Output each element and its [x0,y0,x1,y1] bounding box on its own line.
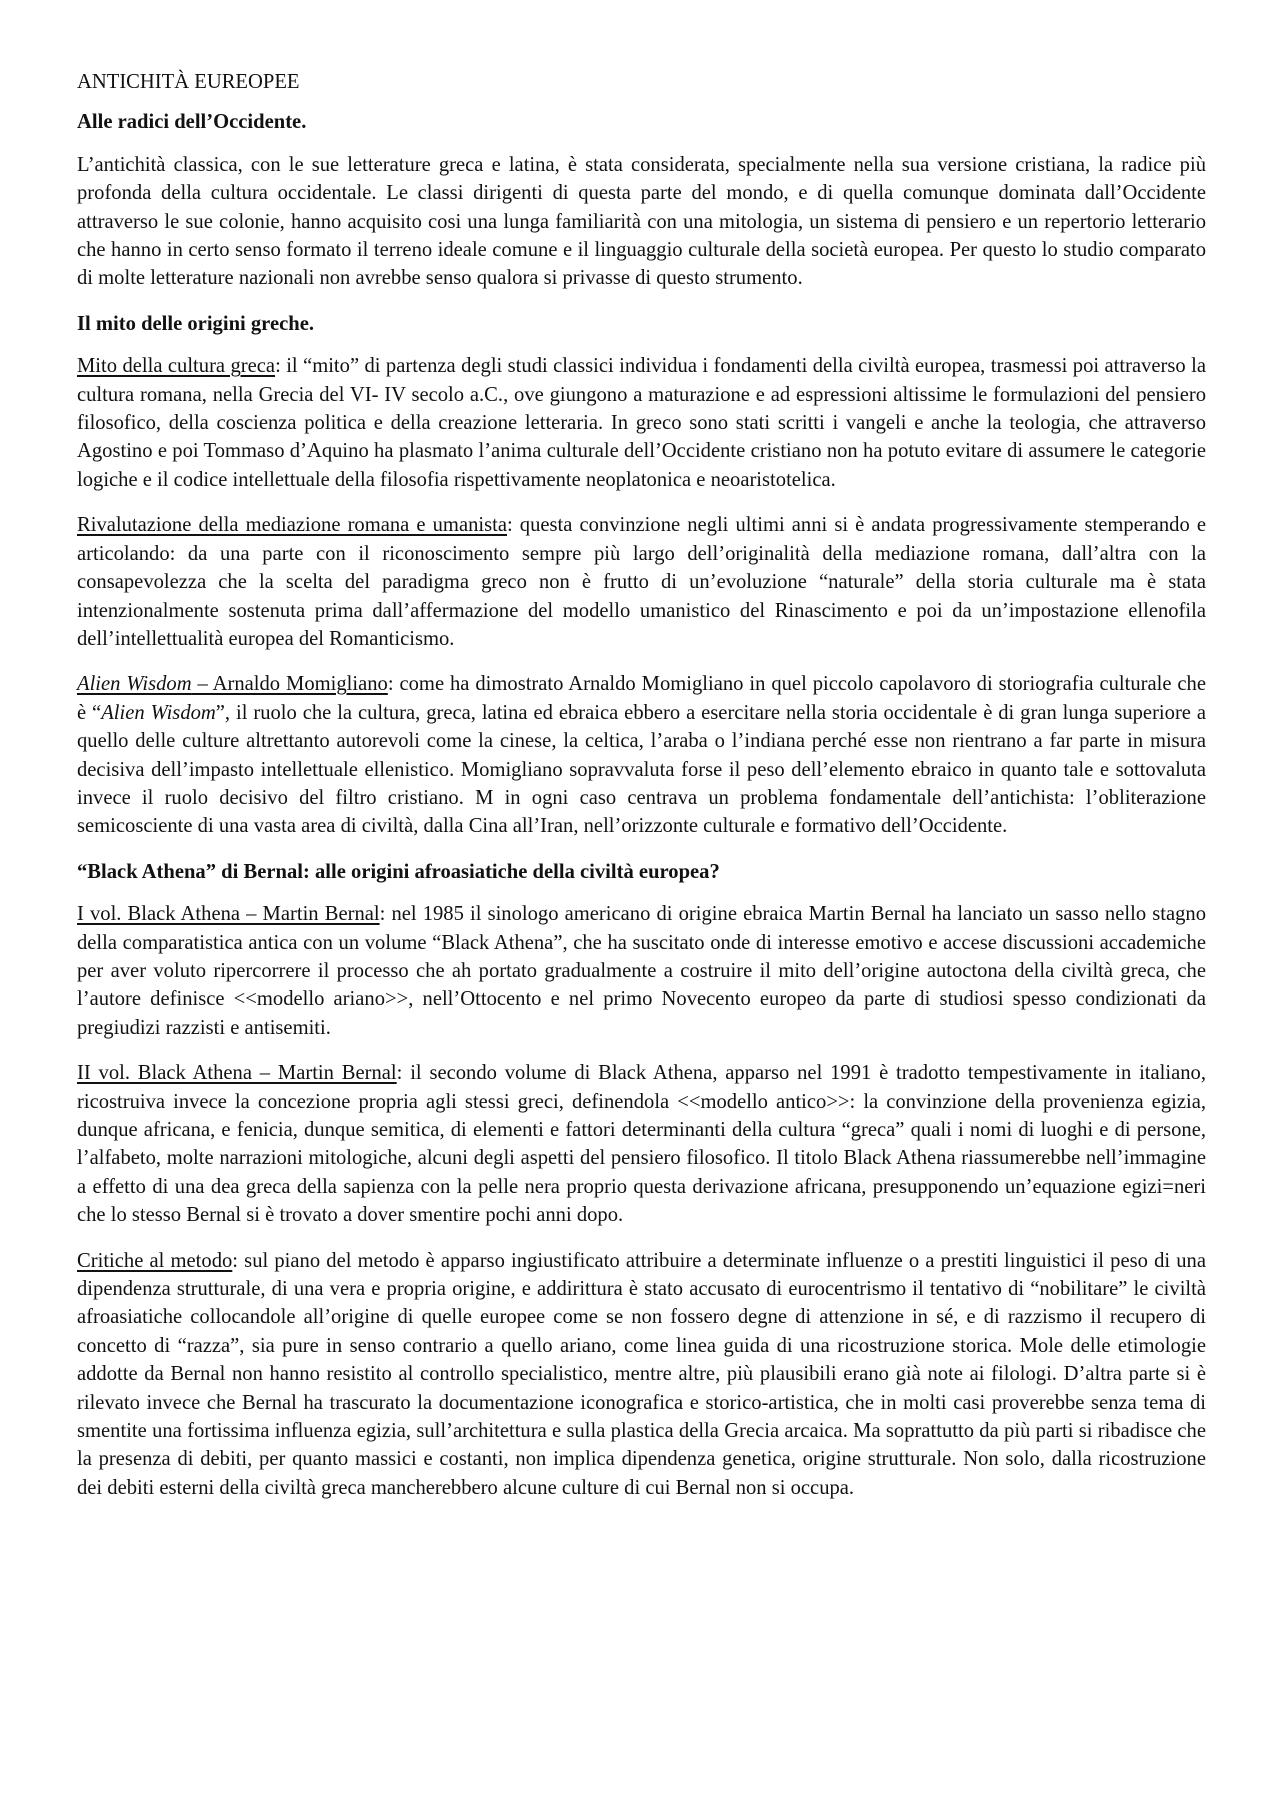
document-title: ANTICHITÀ EUREOPEE [77,71,300,93]
paragraph-critiche-lead: Critiche al metodo [77,1249,233,1272]
paragraph-radici-text: L’antichità classica, con le sue letterature greca e latina, è stata considerata, specialmente nella sua versione cristiana, la radice più profonda della cultura occidentale. Le classi dirigenti di questa parte del mondo, e di quella comunque dominata dall’Occidente attraverso le sue colonie, hanno acquisito cosi una lunga familiarità con una mitologia, un sistema di pensiero e un repertorio letterario che hanno in certo senso formato il terreno ideale comune e il linguaggio culturale della società europea. Per questo lo studio comparato di molte letterature nazionali non avrebbe senso qualora si privasse di questo strumento. [77,153,1206,290]
paragraph-mito [77,352,1206,494]
document-page [77,68,1206,1519]
paragraph-radici [77,151,1206,293]
section-heading-mito: Il mito delle origini greche. [77,312,314,335]
paragraph-alien-wisdom [77,670,1206,840]
paragraph-vol2-text: : il secondo volume di Black Athena, apparso nel 1991 è tradotto tempestivamente in italiano, ricostruiva invece la concezione propria agli stessi greci, definendola <<modello antico>>: la convinzione della provenienza egizia, dunque africana, e fenicia, dunque semitica, di elementi e fattori determinanti della cultura “greca” quali i nomi di luoghi e di persone, l’alfabeto, molte narrazioni mitologiche, alcuni degli aspetti del pensiero filosofico. Il titolo Black Athena riassumerebbe nell’immagine a effetto di una dea greca della sapienza con la pelle nera proprio questa derivazione africana, presupponendo un’equazione egizi=neri che lo stesso Bernal si è trovato a dover smentire pochi anni dopo. [77,1062,1206,1227]
paragraph-rivalutazione [77,511,1206,653]
paragraph-alien-wisdom-lead [77,673,388,695]
paragraph-vol1 [77,900,1206,1042]
paragraph-critiche-text: : sul piano del metodo è apparso ingiustificato attribuire a determinate influenze o a prestiti linguistici il peso di una dipendenza strutturale, di una vera e propria origine, e addirittura è stato accusato di eurocentrismo il tentativo di “nobilitare” le civiltà afroasiatiche collocandole all’origine di quelle europee come se non fossero degne di attenzione in sé, e di razzismo il recupero di concetto di “razza”, sia pure in senso contrario a quello ariano, come linea guida di una ricostruzione storica. Mole delle etimologie addotte da Bernal non hanno resistito al controllo specialistico, mentre altre, più plausibili erano già note ai filologi. D’altra parte si è rilevato invece che Bernal ha trascurato la documentazione iconografica e storico-artistica, che in molti casi proverebbe senza tema di smentite una fortissima influenza egizia, sull’architettura e sulla plastica della Grecia arcaica. Ma soprattutto da più parti si ribadisce che la presenza di debiti, per quanto massici e costanti, non implica dipendenza genetica, origine strutturale. Non solo, dalla ricostruzione dei debiti esterni della civiltà greca mancherebbero alcune culture di cui Bernal non si occupa. [77,1249,1206,1499]
paragraph-mito-lead: Mito della cultura greca [77,355,276,378]
alien-wisdom-text-before: : come ha dimostrato Arnaldo Momigliano in quel piccolo capolavoro di storiografia culturale che è “ [77,673,1206,724]
paragraph-vol2-lead: II vol. Black Athena – Martin Bernal [77,1062,397,1085]
paragraph-vol1-lead: I vol. Black Athena – Martin Bernal [77,903,380,926]
section-heading-radici: Alle radici dell’Occidente. [77,111,307,134]
alien-wisdom-text-after: ”, il ruolo che la cultura, greca, latina ed ebraica ebbero a esercitare nella storia occidentale è di gran lunga superiore a quello delle culture altrettanto autorevoli come la cinese, la celtica, l’araba o l’indiana perché esse non rientrano a far parte in misura decisiva dell’impasto intellettuale ellenistico. Momigliano sopravvaluta forse il peso dell’elemento ebraico in quanto tale e sottovaluta invece il ruolo decisivo del filtro cristiano. M in ogni caso centrava un problema fondamentale dell’antichista: l’obliterazione semicosciente di una vasta area di civiltà, dalla Cina all’Iran, nell’orizzonte culturale e formativo dell’Occidente. [77,701,1206,838]
paragraph-mito-text: : il “mito” di partenza degli studi classici individua i fondamenti della civiltà europea, trasmessi poi attraverso la cultura romana, nella Grecia del VI- IV secolo a.C., ove giungono a maturazione e ad espressioni altissime le formulazioni del pensiero filosofico, della coscienza politica e della creazione letteraria. In greco sono stati scritti i vangeli e anche la teologia, che attraverso Agostino e poi Tommaso d’Aquino ha plasmato l’anima culturale dell’Occidente cristiano non ha potuto evitare di assumere le categorie logiche e il codice intellettuale della filosofia rispettivamente neoplatonica e neoaristotelica. [77,355,1206,491]
paragraph-rivalutazione-text: : questa convinzione negli ultimi anni si è andata progressivamente stemperando e articolando: da una parte con il riconoscimento sempre più largo dell’originalità della mediazione romana, dall’altra con la consapevolezza che la scelta del paradigma greco non è frutto di un’evoluzione “naturale” della storia culturale ma è stata intenzionalmente sostenuta prima dall’affermazione del modello umanistico del Rinascimento e poi da un’impostazione ellenofila dell’intellettualità europea del Romanticismo. [77,514,1206,650]
paragraph-rivalutazione-lead: Rivalutazione della mediazione romana e umanista [77,514,507,537]
alien-wisdom-lead-title: Alien Wisdom [77,673,192,696]
section-heading-black-athena: “Black Athena” di Bernal: alle origini afroasiatiche della civiltà europea? [77,860,720,883]
alien-wisdom-lead-author: – Arnaldo Momigliano [191,673,388,696]
paragraph-vol2 [77,1059,1206,1229]
alien-wisdom-inline-title: Alien Wisdom [101,701,216,724]
paragraph-critiche [77,1247,1206,1503]
paragraph-vol1-text: : nel 1985 il sinologo americano di origine ebraica Martin Bernal ha lanciato un sasso nello stagno della comparatistica antica con un volume “Black Athena”, che ha suscitato onde di interesse emotivo e accese discussioni accademiche per aver voluto ripercorrere il processo che ah portato gradualmente a costruire il mito dell’origine autoctona della civiltà greca, che l’autore definisce <<modello ariano>>, nell’Ottocento e nel primo Novecento europeo da parte di studiosi spesso condizionati da pregiudizi razzisti e antisemiti. [77,903,1206,1039]
